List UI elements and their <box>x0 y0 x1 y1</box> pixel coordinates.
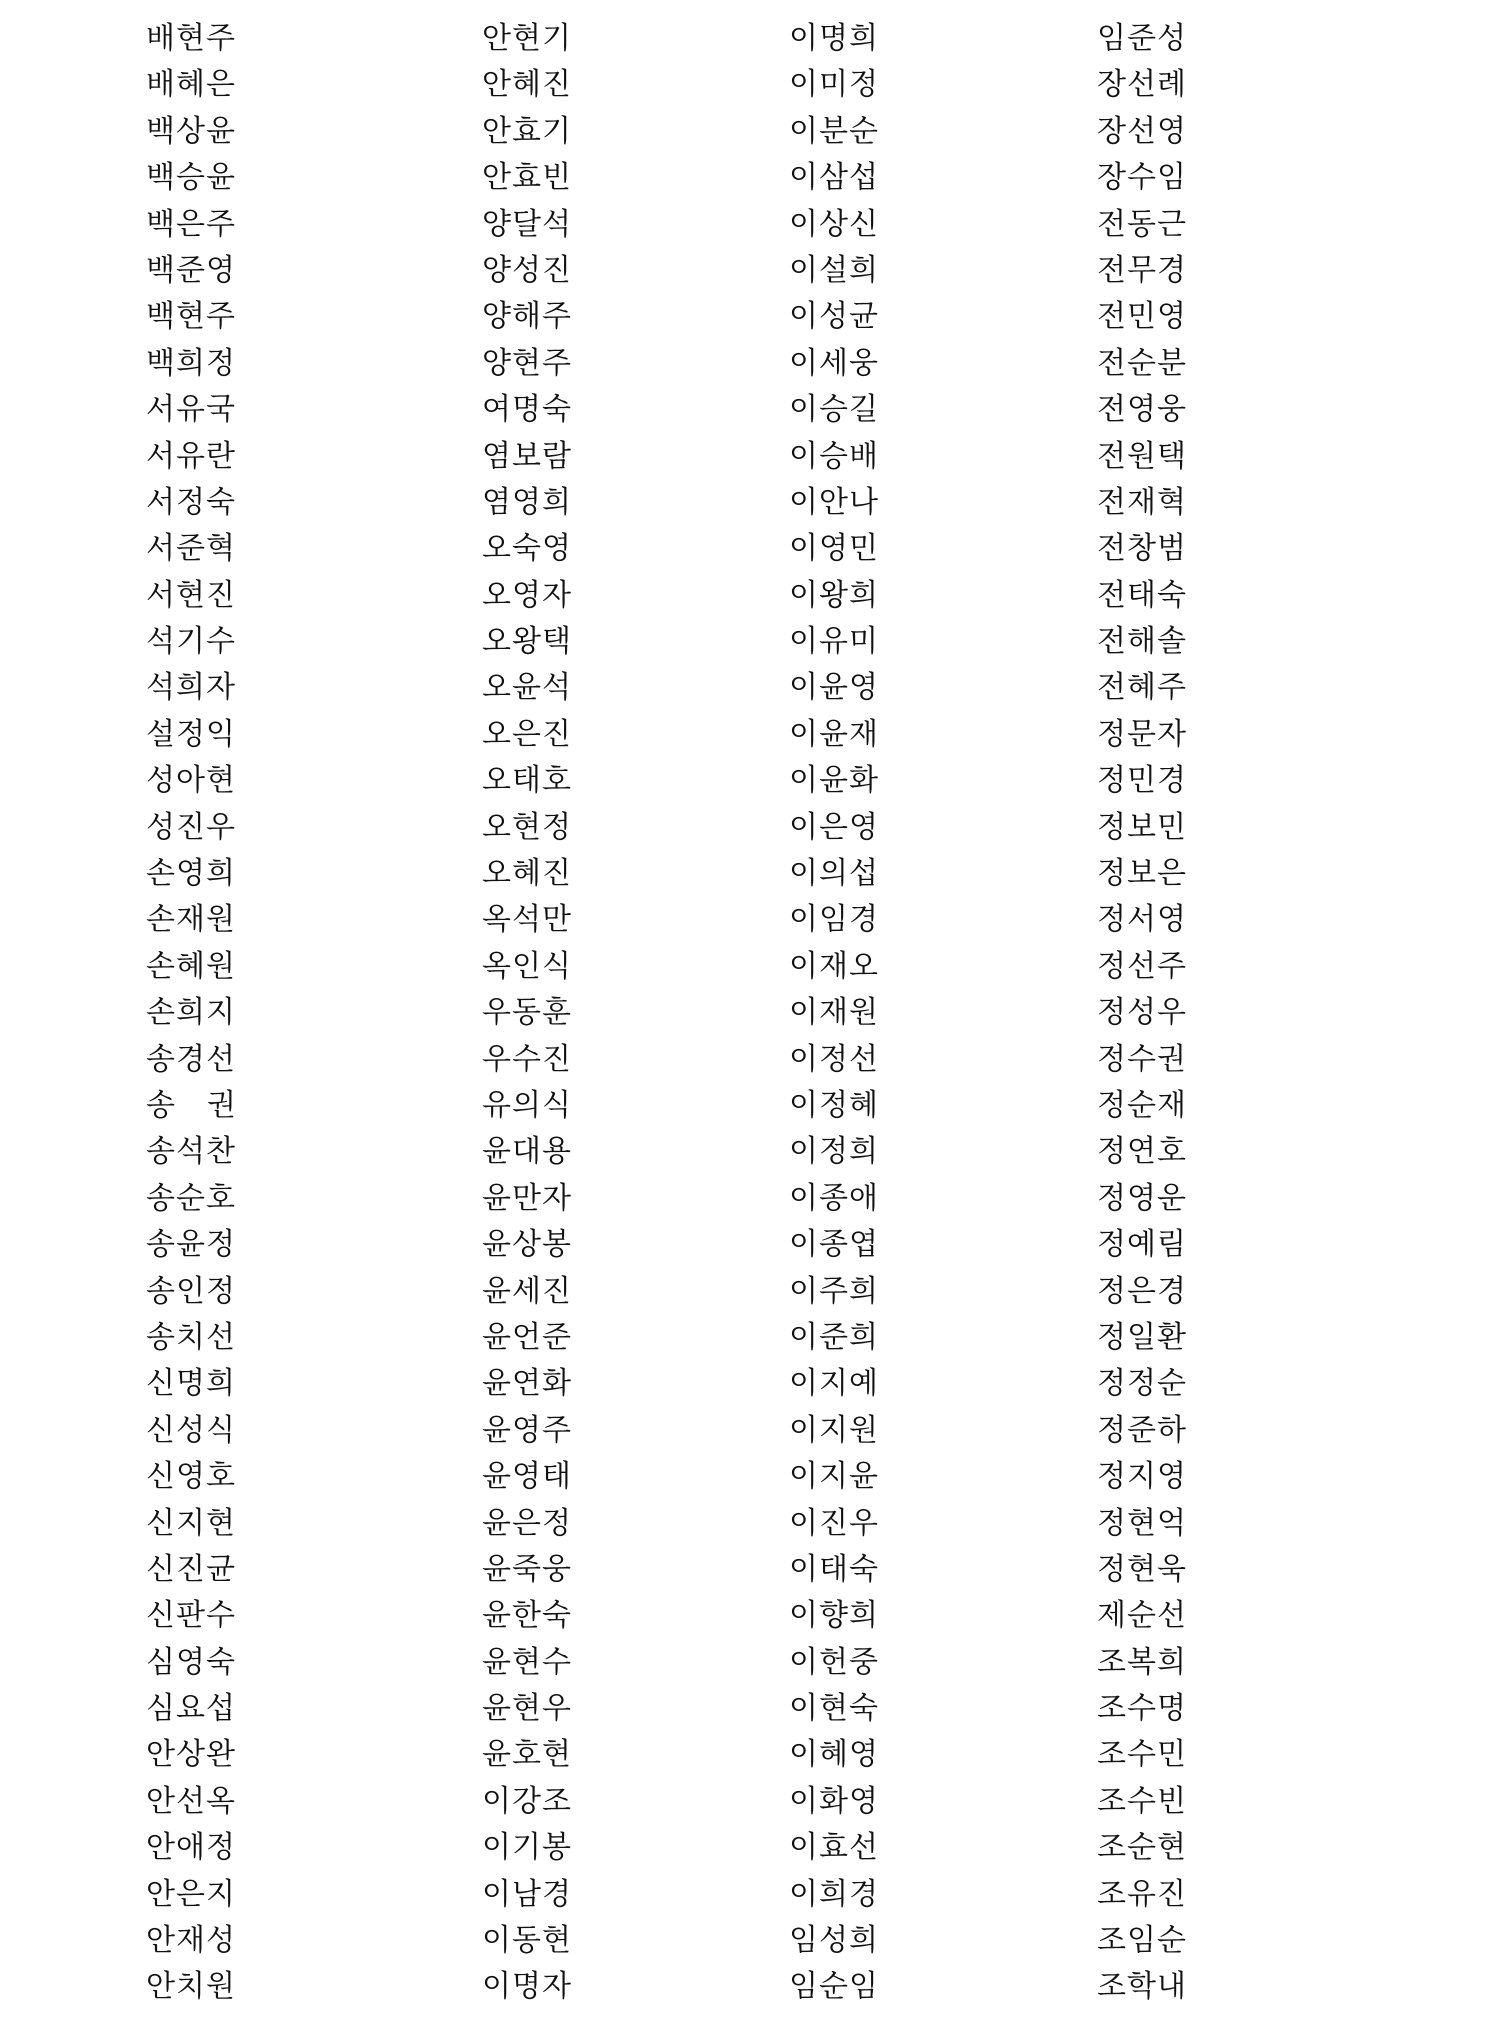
name-entry: 이남경 <box>482 1876 572 1912</box>
name-row <box>0 202 1496 248</box>
name-entry: 이화영 <box>789 1783 879 1819</box>
name-entry: 이재원 <box>789 995 879 1031</box>
name-entry: 전동근 <box>1097 206 1187 242</box>
name-entry: 윤한숙 <box>482 1598 572 1634</box>
name-row <box>0 805 1496 851</box>
name-entry: 서유란 <box>146 438 236 474</box>
name-entry: 양해주 <box>482 299 572 335</box>
name-entry: 윤호현 <box>482 1737 572 1773</box>
name-entry: 백승윤 <box>146 160 236 196</box>
name-row <box>0 526 1496 572</box>
name-entry: 옥인식 <box>482 948 572 984</box>
name-entry: 이명희 <box>789 21 879 56</box>
name-entry: 오현정 <box>482 809 572 845</box>
name-row <box>0 712 1496 758</box>
name-entry: 이정혜 <box>789 1087 879 1123</box>
name-entry: 정은경 <box>1097 1273 1187 1309</box>
name-entry: 전창범 <box>1097 531 1187 567</box>
name-entry: 심요섭 <box>146 1691 236 1727</box>
name-entry: 송치선 <box>146 1319 236 1355</box>
name-entry: 정민경 <box>1097 763 1187 799</box>
name-entry: 백상윤 <box>146 113 236 149</box>
name-entry: 장수임 <box>1097 160 1187 196</box>
name-entry: 전해솔 <box>1097 624 1187 660</box>
name-row <box>0 1593 1496 1639</box>
name-entry: 윤세진 <box>482 1273 572 1309</box>
name-list <box>0 16 1496 2011</box>
name-entry: 윤연화 <box>482 1366 572 1402</box>
name-entry: 조학내 <box>1097 1969 1187 2005</box>
name-entry: 정영운 <box>1097 1180 1187 1216</box>
name-row <box>0 1037 1496 1083</box>
name-entry: 양성진 <box>482 252 572 288</box>
name-row <box>0 851 1496 897</box>
name-entry: 이영민 <box>789 531 879 567</box>
name-entry: 오왕택 <box>482 624 572 660</box>
name-entry: 이지원 <box>789 1412 879 1448</box>
name-entry: 백희정 <box>146 345 236 381</box>
name-entry: 윤대용 <box>482 1134 572 1170</box>
name-row <box>0 1779 1496 1825</box>
name-entry: 정현억 <box>1097 1505 1187 1541</box>
name-entry: 전혜주 <box>1097 670 1187 706</box>
name-entry: 유의식 <box>482 1087 572 1123</box>
name-entry: 안효빈 <box>482 160 572 196</box>
name-entry: 조수명 <box>1097 1691 1187 1727</box>
name-entry: 백은주 <box>146 206 236 242</box>
name-entry: 안혜진 <box>482 67 572 103</box>
name-entry: 신명희 <box>146 1366 236 1402</box>
name-row <box>0 434 1496 480</box>
name-entry: 전민영 <box>1097 299 1187 335</box>
name-entry: 이안나 <box>789 484 879 520</box>
name-entry: 신판수 <box>146 1598 236 1634</box>
name-entry: 심영숙 <box>146 1644 236 1680</box>
name-entry: 정예림 <box>1097 1227 1187 1263</box>
name-entry: 안선옥 <box>146 1783 236 1819</box>
name-entry: 윤상봉 <box>482 1227 572 1263</box>
name-entry: 이승배 <box>789 438 879 474</box>
name-entry: 오혜진 <box>482 856 572 892</box>
name-entry: 이준희 <box>789 1319 879 1355</box>
name-entry: 서정숙 <box>146 484 236 520</box>
name-entry: 오숙영 <box>482 531 572 567</box>
name-entry: 이종엽 <box>789 1227 879 1263</box>
name-row <box>0 248 1496 294</box>
name-entry: 정문자 <box>1097 716 1187 752</box>
name-row <box>0 155 1496 201</box>
name-row <box>0 1083 1496 1129</box>
name-entry: 성진우 <box>146 809 236 845</box>
name-entry: 안은지 <box>146 1876 236 1912</box>
name-entry: 이효선 <box>789 1830 879 1866</box>
name-entry: 이분순 <box>789 113 879 149</box>
name-entry: 이임경 <box>789 902 879 938</box>
name-row <box>0 1872 1496 1918</box>
name-entry: 정서영 <box>1097 902 1187 938</box>
name-entry: 손재원 <box>146 902 236 938</box>
name-entry: 이성균 <box>789 299 879 335</box>
name-row <box>0 1176 1496 1222</box>
name-entry: 송윤정 <box>146 1227 236 1263</box>
name-row <box>0 387 1496 433</box>
name-entry: 석기수 <box>146 624 236 660</box>
name-entry: 이윤재 <box>789 716 879 752</box>
name-entry: 이동현 <box>482 1923 572 1959</box>
name-entry: 이왕희 <box>789 577 879 613</box>
name-entry: 정수권 <box>1097 1041 1187 1077</box>
name-entry: 조임순 <box>1097 1923 1187 1959</box>
name-entry: 이설희 <box>789 252 879 288</box>
name-row <box>0 1501 1496 1547</box>
name-entry: 송 권 <box>146 1087 237 1123</box>
name-entry: 이향희 <box>789 1598 879 1634</box>
name-row <box>0 665 1496 711</box>
name-entry: 신진균 <box>146 1551 236 1587</box>
name-entry: 임순임 <box>789 1969 879 2005</box>
name-entry: 정연호 <box>1097 1134 1187 1170</box>
name-entry: 안애정 <box>146 1830 236 1866</box>
name-entry: 전순분 <box>1097 345 1187 381</box>
name-entry: 윤언준 <box>482 1319 572 1355</box>
name-entry: 백준영 <box>146 252 236 288</box>
name-entry: 석희자 <box>146 670 236 706</box>
name-entry: 이기봉 <box>482 1830 572 1866</box>
name-entry: 송순호 <box>146 1180 236 1216</box>
name-entry: 정보은 <box>1097 856 1187 892</box>
name-entry: 여명숙 <box>482 392 572 428</box>
name-row <box>0 619 1496 665</box>
name-row <box>0 1732 1496 1778</box>
name-entry: 배혜은 <box>146 67 236 103</box>
name-entry: 이상신 <box>789 206 879 242</box>
name-entry: 조유진 <box>1097 1876 1187 1912</box>
name-entry: 안상완 <box>146 1737 236 1773</box>
name-entry: 윤현수 <box>482 1644 572 1680</box>
name-entry: 정현욱 <box>1097 1551 1187 1587</box>
name-entry: 정준하 <box>1097 1412 1187 1448</box>
name-row <box>0 758 1496 804</box>
name-entry: 손혜원 <box>146 948 236 984</box>
name-entry: 오영자 <box>482 577 572 613</box>
name-entry: 이강조 <box>482 1783 572 1819</box>
name-entry: 신영호 <box>146 1459 236 1495</box>
name-row <box>0 1269 1496 1315</box>
name-entry: 손희지 <box>146 995 236 1031</box>
name-entry: 백현주 <box>146 299 236 335</box>
name-entry: 이지예 <box>789 1366 879 1402</box>
name-entry: 이윤영 <box>789 670 879 706</box>
name-entry: 이태숙 <box>789 1551 879 1587</box>
name-entry: 이세웅 <box>789 345 879 381</box>
name-entry: 서현진 <box>146 577 236 613</box>
name-row <box>0 1825 1496 1871</box>
name-row <box>0 573 1496 619</box>
name-entry: 정순재 <box>1097 1087 1187 1123</box>
name-entry: 이헌중 <box>789 1644 879 1680</box>
name-entry: 이승길 <box>789 392 879 428</box>
name-row <box>0 1918 1496 1964</box>
name-entry: 송석찬 <box>146 1134 236 1170</box>
name-entry: 이명자 <box>482 1969 572 2005</box>
name-entry: 윤죽웅 <box>482 1551 572 1587</box>
name-row <box>0 109 1496 155</box>
name-entry: 장선영 <box>1097 113 1187 149</box>
name-entry: 제순선 <box>1097 1598 1187 1634</box>
name-entry: 조순현 <box>1097 1830 1187 1866</box>
name-entry: 이주희 <box>789 1273 879 1309</box>
name-entry: 서유국 <box>146 392 236 428</box>
name-row <box>0 1547 1496 1593</box>
name-entry: 임성희 <box>789 1923 879 1959</box>
name-entry: 손영희 <box>146 856 236 892</box>
name-entry: 이희경 <box>789 1876 879 1912</box>
name-entry: 이재오 <box>789 948 879 984</box>
name-entry: 안치원 <box>146 1969 236 2005</box>
name-entry: 윤영주 <box>482 1412 572 1448</box>
name-entry: 정성우 <box>1097 995 1187 1031</box>
name-row <box>0 16 1496 62</box>
name-entry: 정일환 <box>1097 1319 1187 1355</box>
name-entry: 옥석만 <box>482 902 572 938</box>
name-row <box>0 1964 1496 2010</box>
name-entry: 이유미 <box>789 624 879 660</box>
name-entry: 이의섭 <box>789 856 879 892</box>
name-row <box>0 897 1496 943</box>
name-row <box>0 1361 1496 1407</box>
name-row <box>0 1222 1496 1268</box>
name-entry: 송경선 <box>146 1041 236 1077</box>
name-entry: 윤영태 <box>482 1459 572 1495</box>
name-row <box>0 1408 1496 1454</box>
name-row <box>0 62 1496 108</box>
name-entry: 이현숙 <box>789 1691 879 1727</box>
name-entry: 우수진 <box>482 1041 572 1077</box>
name-row <box>0 1686 1496 1732</box>
name-entry: 윤현우 <box>482 1691 572 1727</box>
name-entry: 이정희 <box>789 1134 879 1170</box>
name-entry: 배현주 <box>146 21 236 56</box>
name-entry: 전태숙 <box>1097 577 1187 613</box>
name-entry: 이종애 <box>789 1180 879 1216</box>
name-row <box>0 341 1496 387</box>
name-entry: 이혜영 <box>789 1737 879 1773</box>
name-entry: 성아현 <box>146 763 236 799</box>
name-entry: 오윤석 <box>482 670 572 706</box>
name-row <box>0 944 1496 990</box>
name-row <box>0 1454 1496 1500</box>
name-entry: 윤은정 <box>482 1505 572 1541</box>
name-entry: 신성식 <box>146 1412 236 1448</box>
name-entry: 전영웅 <box>1097 392 1187 428</box>
name-entry: 이은영 <box>789 809 879 845</box>
name-entry: 설정익 <box>146 716 236 752</box>
name-entry: 조수민 <box>1097 1737 1187 1773</box>
name-entry: 서준혁 <box>146 531 236 567</box>
name-entry: 오은진 <box>482 716 572 752</box>
name-entry: 이지윤 <box>789 1459 879 1495</box>
name-entry: 이정선 <box>789 1041 879 1077</box>
name-entry: 안재성 <box>146 1923 236 1959</box>
name-entry: 안효기 <box>482 113 572 149</box>
name-row <box>0 1640 1496 1686</box>
name-entry: 염영희 <box>482 484 572 520</box>
name-entry: 이진우 <box>789 1505 879 1541</box>
name-entry: 윤만자 <box>482 1180 572 1216</box>
name-entry: 정지영 <box>1097 1459 1187 1495</box>
name-row <box>0 990 1496 1036</box>
name-entry: 전원택 <box>1097 438 1187 474</box>
name-entry: 염보람 <box>482 438 572 474</box>
name-entry: 조수빈 <box>1097 1783 1187 1819</box>
name-row <box>0 480 1496 526</box>
name-entry: 전무경 <box>1097 252 1187 288</box>
name-entry: 오태호 <box>482 763 572 799</box>
name-entry: 이삼섭 <box>789 160 879 196</box>
name-entry: 조복희 <box>1097 1644 1187 1680</box>
name-entry: 정선주 <box>1097 948 1187 984</box>
name-entry: 안현기 <box>482 21 572 56</box>
name-entry: 우동훈 <box>482 995 572 1031</box>
name-entry: 양현주 <box>482 345 572 381</box>
name-entry: 양달석 <box>482 206 572 242</box>
name-entry: 임준성 <box>1097 21 1187 56</box>
name-row <box>0 294 1496 340</box>
name-entry: 송인정 <box>146 1273 236 1309</box>
name-row <box>0 1315 1496 1361</box>
name-entry: 정정순 <box>1097 1366 1187 1402</box>
name-entry: 이미정 <box>789 67 879 103</box>
name-entry: 전재혁 <box>1097 484 1187 520</box>
name-entry: 이윤화 <box>789 763 879 799</box>
name-entry: 신지현 <box>146 1505 236 1541</box>
name-row <box>0 1129 1496 1175</box>
name-entry: 정보민 <box>1097 809 1187 845</box>
name-entry: 장선례 <box>1097 67 1187 103</box>
